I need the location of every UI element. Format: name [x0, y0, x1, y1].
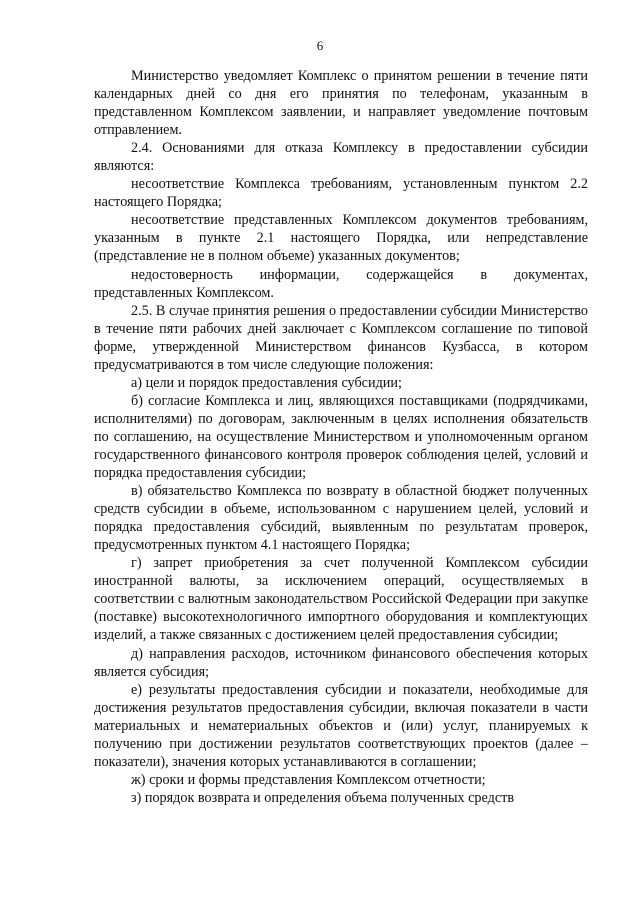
paragraph: 2.4. Основаниями для отказа Комплексу в предоставлении субсидии являются: — [94, 140, 588, 175]
page-number: 6 — [316, 38, 324, 53]
paragraph: Министерство уведомляет Комплекс о принятом решении в течение пяти календарных дней со дня его принятия по телефонам, указанным в представленном Комплексом заявлении, и направляет уведомление почтовым отправлением. — [94, 68, 588, 139]
paragraph: д) направления расходов, источником финансового обеспечения которых является субсидия; — [94, 645, 588, 680]
paragraph: г) запрет приобретения за счет полученной Комплексом субсидии иностранной валюты, за исключением операций, осуществляемых в соответствии с валютным законодательством Российской Федерации при закупке (поставке) высокотехнологичного импортного оборудования и комплектующих изделий, а также связанных с достижением целей предоставления субсидии; — [94, 555, 588, 644]
paragraph: в) обязательство Комплекса по возврату в областной бюджет полученных средств субсидии в объеме, использованном с нарушением целей, условий и порядка предоставления субсидий, выявленным по результатам проверок, предусмотренных пунктом 4.1 настоящего Порядка; — [94, 483, 588, 554]
paragraph: б) согласие Комплекса и лиц, являющихся поставщиками (подрядчиками, исполнителями) по договорам, заключенным в целях исполнения обязательств по соглашению, на осуществление Министерством и уполномоченным органом государственного финансового контроля проверок соблюдения целей, условий и порядка предоставления субсидии; — [94, 392, 588, 482]
paragraph: несоответствие Комплекса требованиям, установленным пунктом 2.2 настоящего Порядка; — [94, 176, 588, 211]
document-body — [94, 67, 588, 807]
paragraph: 2.5. В случае принятия решения о предоставлении субсидии Министерство в течение пяти рабочих дней заключает с Комплексом соглашение по типовой форме, утвержденной Министерством финансов Кузбасса, в котором предусматриваются в том числе следующие положения: — [94, 302, 588, 373]
paragraph: ж) сроки и формы представления Комплексом отчетности; — [131, 771, 486, 788]
paragraph: з) порядок возврата и определения объема полученных средств — [131, 789, 515, 806]
paragraph: несоответствие представленных Комплексом документов требованиям, указанным в пункте 2.1 настоящего Порядка, или непредставление (представление не в полном объеме) указанных документов; — [94, 212, 588, 265]
paragraph: е) результаты предоставления субсидии и показатели, необходимые для достижения результатов предоставления субсидии, включая показатели в части материальных и нематериальных объектов и (или) услуг, планируемых к получению при достижении результатов соответствующих проектов (далее – показатели), значения которых устанавливаются в соглашении; — [94, 681, 588, 770]
paragraph: недостоверность информации, содержащейся в документах, представленных Комплексом. — [94, 266, 588, 301]
paragraph: а) цели и порядок предоставления субсидии; — [131, 374, 402, 391]
